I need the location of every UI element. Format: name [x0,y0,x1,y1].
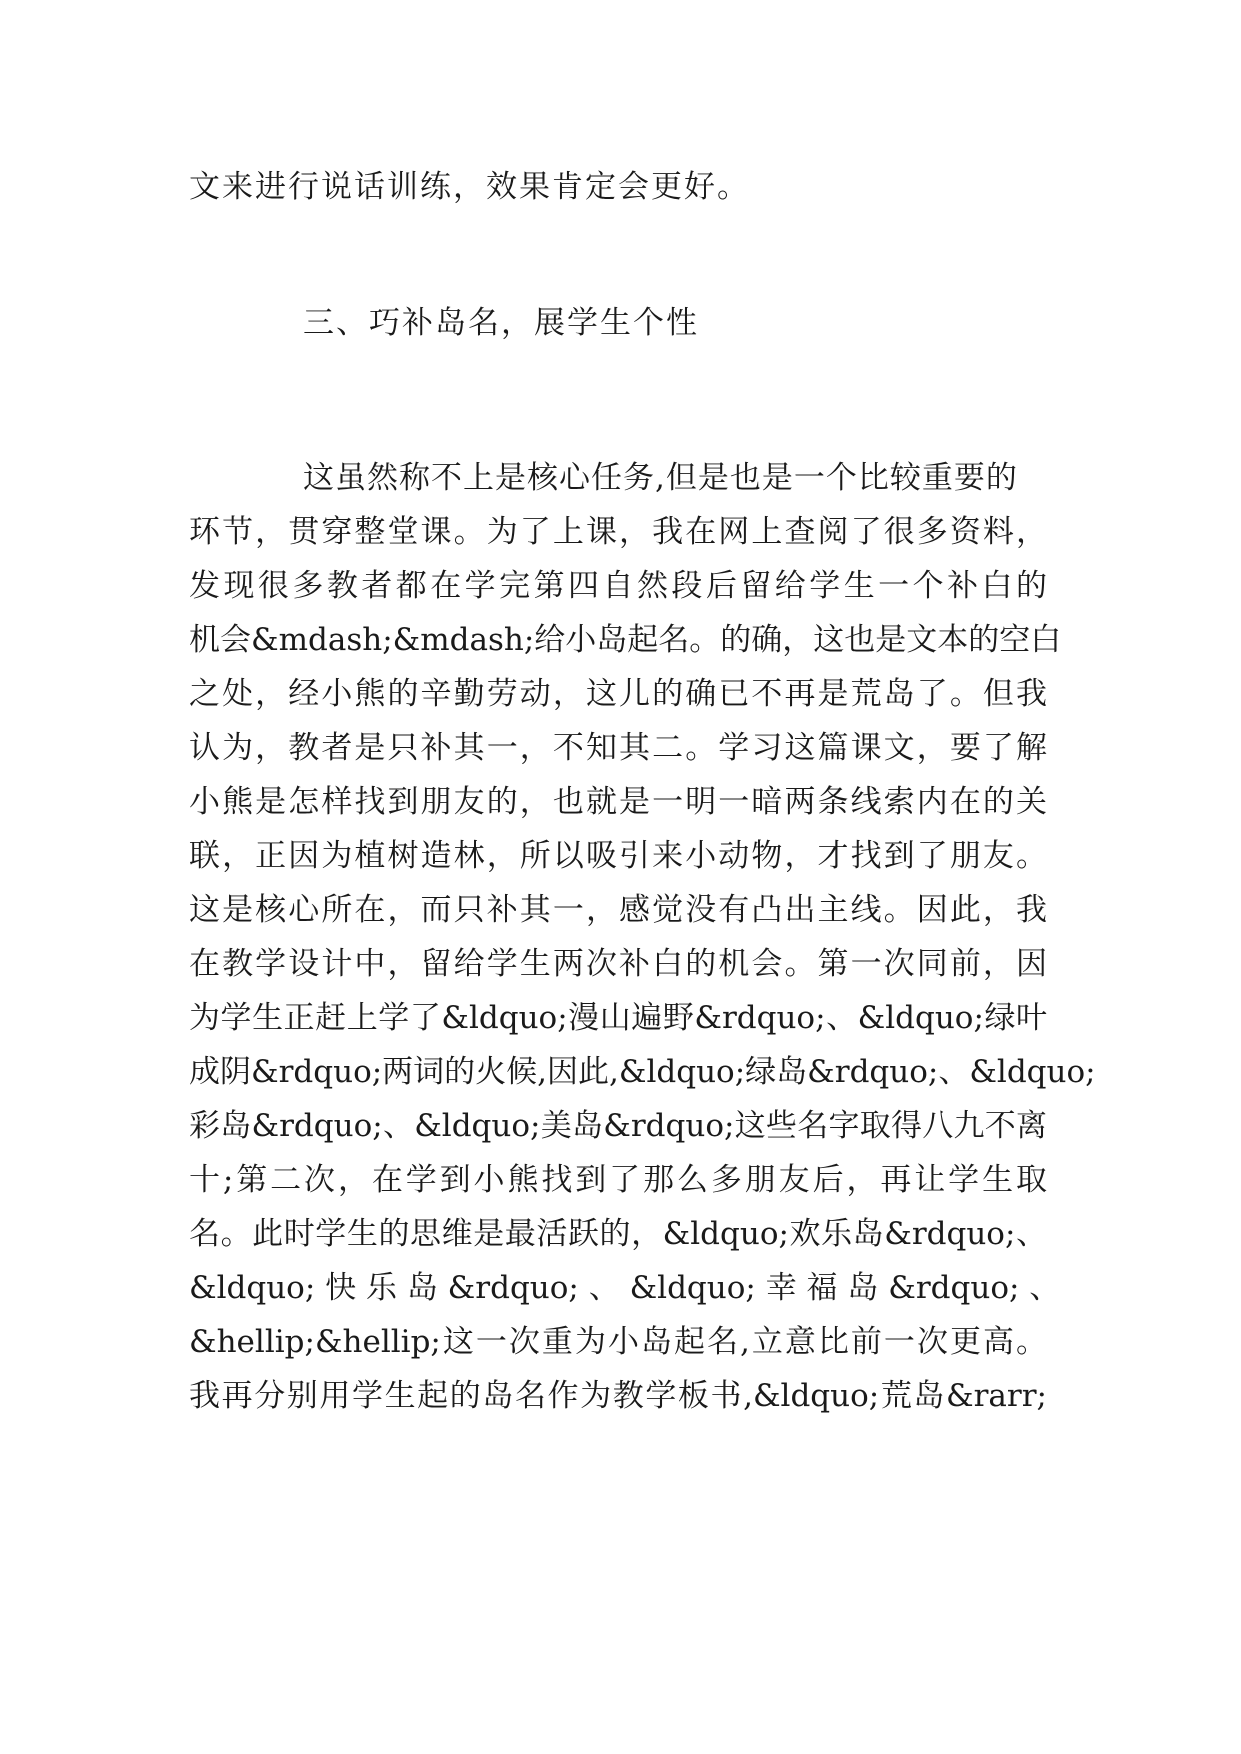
paragraph-line: 发现很多教者都在学完第四自然段后留给学生一个补白的 [189,568,1047,604]
paragraph-line: 这虽然称不上是核心任务,但是也是一个比较重要的 [303,460,1018,496]
paragraph-line: 为学生正赶上学了&ldquo;漫山遍野&rdquo;、&ldquo;绿叶 [189,1000,1047,1036]
section-heading: 三、巧补岛名，展学生个性 [303,305,699,341]
paragraph-line: 认为，教者是只补其一，不知其二。学习这篇课文，要了解 [189,730,1047,766]
paragraph-line: &hellip;&hellip;这一次重为小岛起名,立意比前一次更高。 [189,1324,1047,1360]
paragraph-line: 我再分别用学生起的岛名作为教学板书,&ldquo;荒岛&rarr; [189,1378,1047,1414]
paragraph-line: 名。此时学生的思维是最活跃的，&ldquo;欢乐岛&rdquo;、 [189,1216,1047,1252]
paragraph-line: 小熊是怎样找到朋友的，也就是一明一暗两条线索内在的关 [189,784,1047,820]
paragraph-line: 在教学设计中，留给学生两次补白的机会。第一次同前，因 [189,946,1047,982]
paragraph-line: 之处，经小熊的辛勤劳动，这儿的确已不再是荒岛了。但我 [189,676,1047,712]
paragraph-line: 这是核心所在，而只补其一，感觉没有凸出主线。因此，我 [189,892,1047,928]
paragraph-line: 环节，贯穿整堂课。为了上课，我在网上查阅了很多资料， [189,514,1047,550]
paragraph-line: &ldquo; 快 乐 岛 &rdquo; 、 &ldquo; 幸 福 岛 &rdquo; 、 [189,1270,1061,1306]
continuation-text: 文来进行说话训练，效果肯定会更好。 [189,169,750,205]
paragraph-line: 十;第二次，在学到小熊找到了那么多朋友后，再让学生取 [189,1162,1047,1198]
paragraph-line: 彩岛&rdquo;、&ldquo;美岛&rdquo;这些名字取得八九不离 [189,1108,1047,1144]
paragraph-line: 成阴&rdquo;两词的火候,因此,&ldquo;绿岛&rdquo;、&ldquo; [189,1054,1096,1090]
paragraph-line: 机会&mdash;&mdash;给小岛起名。的确，这也是文本的空白 [189,622,1062,658]
paragraph-line: 联，正因为植树造林，所以吸引来小动物，才找到了朋友。 [189,838,1047,874]
